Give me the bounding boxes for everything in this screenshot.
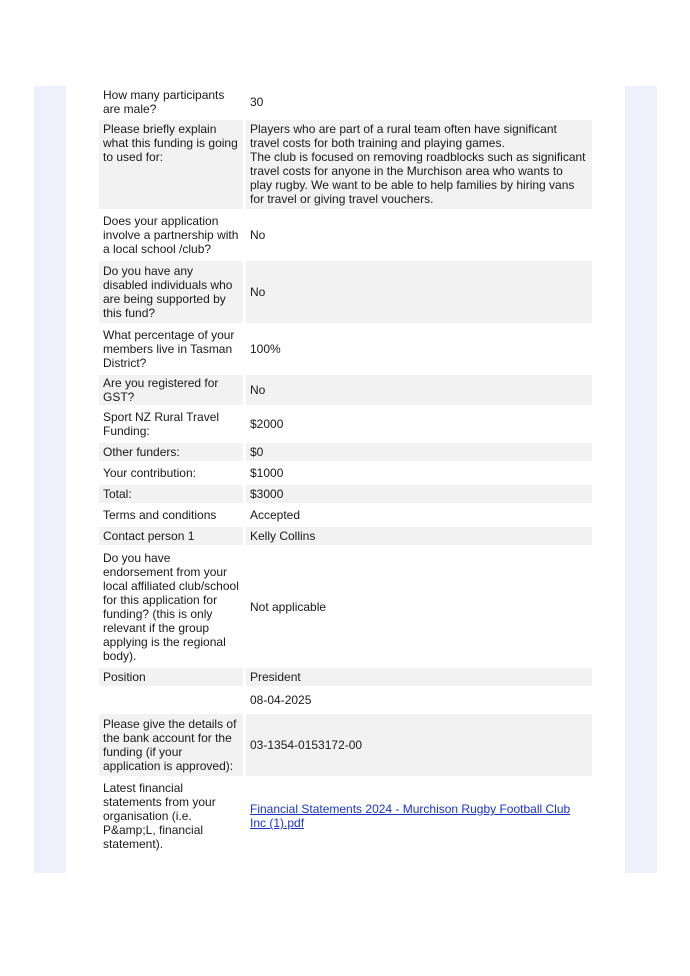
- answer-value: [246, 779, 592, 853]
- answer-value: 03-1354-0153172-00: [246, 714, 592, 776]
- table-row-terms: [99, 506, 592, 524]
- answer-value: Kelly Collins: [246, 527, 592, 545]
- question-label: Terms and conditions: [103, 508, 217, 522]
- answer-value: Not applicable: [250, 599, 327, 614]
- table-row-financial-statements: [99, 779, 592, 853]
- question-label: Your contribution:: [103, 466, 196, 480]
- answer-value: No: [250, 228, 266, 242]
- table-row-male-participants: [99, 87, 592, 117]
- answer-paragraph-2: The club is focused on removing roadblocks such as significant travel costs for anyone in the Murchison area who wants to play rugby. We want to be able to help families by hiring vans for travel or giving travel vouchers.: [250, 150, 586, 206]
- answer-value: $3000: [246, 485, 592, 503]
- table-row-other-funders: [99, 443, 592, 461]
- answer-value: $0: [246, 443, 592, 461]
- question-label: Position: [99, 668, 243, 686]
- question-label: Contact person 1: [99, 527, 243, 545]
- financial-statements-file-link[interactable]: Financial Statements 2024 - Murchison Rugby Football Club Inc (1).pdf: [250, 802, 571, 830]
- answer-value: No: [246, 261, 592, 323]
- table-row-funding-use: [99, 120, 592, 209]
- answer-value: $1000: [250, 466, 284, 480]
- answer-value: 08-04-2025: [250, 693, 312, 707]
- question-label: Please briefly explain what this funding is going to used for:: [99, 120, 243, 209]
- question-label: Total:: [99, 485, 243, 503]
- question-label: Other funders:: [99, 443, 243, 461]
- table-row-date: [99, 689, 592, 711]
- answer-value: 100%: [250, 342, 281, 356]
- question-label: Sport NZ Rural Travel Funding:: [103, 410, 220, 438]
- question-label: [99, 689, 243, 711]
- table-row-gst: [99, 375, 592, 405]
- question-label: How many participants are male?: [103, 88, 225, 116]
- answer-value: $2000: [250, 417, 284, 431]
- left-margin-band: [34, 86, 66, 873]
- table-row-total: [99, 485, 592, 503]
- right-margin-band: [625, 86, 657, 873]
- table-row-bank-account: [99, 714, 592, 776]
- answer-value: Accepted: [250, 508, 301, 522]
- table-row-contact-person: [99, 527, 592, 545]
- question-label: Please give the details of the bank account for the funding (if your application is approved):: [99, 714, 243, 776]
- question-label: Are you registered for GST?: [99, 375, 243, 405]
- table-row-disabled-individuals: [99, 261, 592, 323]
- table-row-endorsement: [99, 548, 592, 665]
- answer-paragraph-1: Players who are part of a rural team often have significant travel costs for both training and playing games.: [250, 122, 557, 150]
- table-row-partnership: [99, 212, 592, 258]
- answer-value: President: [246, 668, 592, 686]
- question-label: What percentage of your members live in Tasman District?: [103, 328, 235, 370]
- answer-value: [246, 120, 592, 209]
- table-row-sport-nz-funding: [99, 408, 592, 440]
- application-details-table: [99, 87, 592, 856]
- answer-value: 30: [250, 95, 264, 109]
- question-label: Do you have endorsement from your local affiliated club/school for this application for funding? (this is only relevant if the group applying is the regional body).: [103, 550, 239, 663]
- question-label: Latest financial statements from your organisation (i.e. P&amp;L, financial statement).: [103, 781, 216, 851]
- question-label: Do you have any disabled individuals who are being supported by this fund?: [99, 261, 243, 323]
- table-row-position: [99, 668, 592, 686]
- table-row-tasman-percentage: [99, 326, 592, 372]
- question-label: Does your application involve a partnership with a local school /club?: [103, 214, 239, 256]
- table-row-your-contribution: [99, 464, 592, 482]
- answer-value: No: [246, 375, 592, 405]
